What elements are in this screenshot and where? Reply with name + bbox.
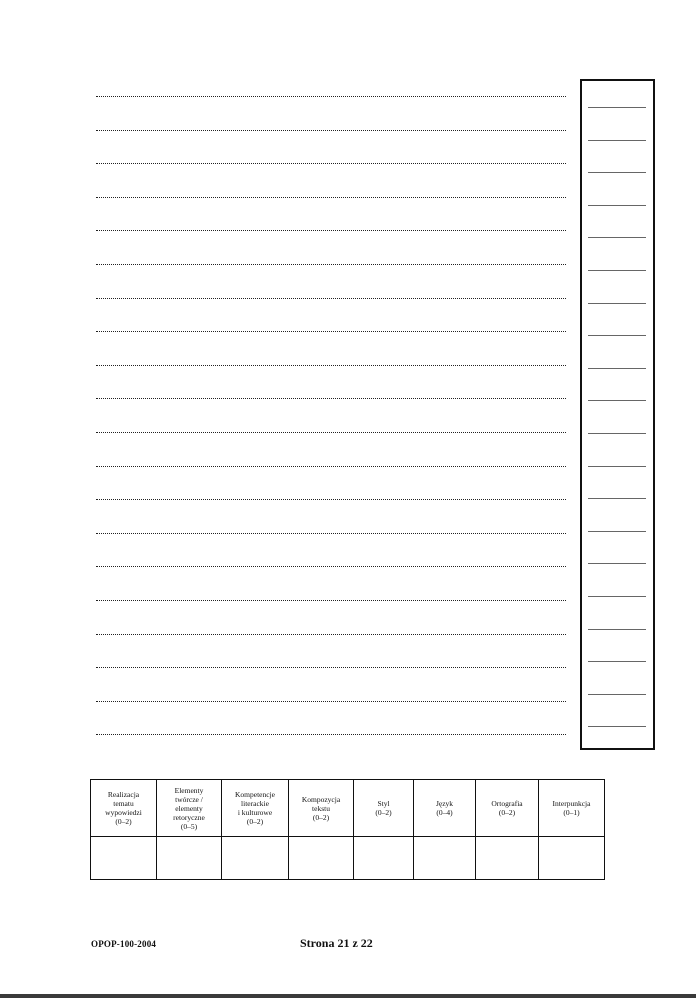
document-code: OPOP-100-2004: [91, 939, 157, 949]
score-table-header-text: retoryczne: [173, 812, 205, 822]
score-table-header-cell: [289, 780, 354, 837]
margin-score-line: [588, 172, 646, 173]
margin-score-line: [588, 303, 646, 304]
score-table-header-text: (0–2): [375, 808, 392, 817]
writing-line[interactable]: [96, 667, 566, 668]
score-input-cell[interactable]: [539, 837, 605, 880]
score-table-header-cell: [354, 780, 414, 837]
score-table-header-text: Elementy: [174, 785, 204, 795]
score-table-header-text: Realizacja: [107, 790, 140, 799]
score-table-header-text: (0–5): [180, 821, 198, 831]
score-input-cell[interactable]: [289, 837, 354, 880]
writing-line[interactable]: [96, 197, 566, 198]
writing-line[interactable]: [96, 130, 566, 131]
score-table-header-cell: [222, 780, 289, 837]
margin-score-line: [588, 466, 646, 467]
writing-line[interactable]: [96, 634, 566, 635]
writing-line[interactable]: [96, 163, 566, 164]
margin-score-line: [588, 433, 646, 434]
writing-line[interactable]: [96, 365, 566, 366]
score-input-cell[interactable]: [414, 837, 476, 880]
score-table-header-text: Kompetencje: [235, 790, 275, 799]
writing-line[interactable]: [96, 398, 566, 399]
margin-score-line: [588, 140, 646, 141]
score-table-header-text: tekstu: [312, 803, 330, 813]
writing-line[interactable]: [96, 600, 566, 601]
score-table-score-row: [91, 837, 605, 880]
score-input-cell[interactable]: [476, 837, 539, 880]
margin-score-line: [588, 629, 646, 630]
score-table-header-text: Interpunkcja: [552, 799, 591, 808]
writing-line[interactable]: [96, 230, 566, 231]
score-input-cell[interactable]: [91, 837, 157, 880]
margin-score-line: [588, 694, 646, 695]
margin-score-line: [588, 596, 646, 597]
writing-line[interactable]: [96, 264, 566, 265]
score-table-header-text: Kompozycja: [301, 794, 341, 804]
score-table-header-cell: [414, 780, 476, 837]
score-table-header-text: elementy: [175, 803, 203, 813]
score-table-header-text: literackie: [241, 799, 269, 808]
score-table-header-text: (0–4): [436, 808, 453, 817]
margin-score-line: [588, 237, 646, 238]
score-input-cell[interactable]: [222, 837, 289, 880]
score-table-header-text: (0–2): [498, 808, 516, 817]
score-table-header-text: tematu: [113, 799, 134, 808]
writing-line[interactable]: [96, 432, 566, 433]
score-table-header-text: (0–2): [246, 817, 264, 826]
writing-line[interactable]: [96, 96, 566, 97]
writing-line[interactable]: [96, 701, 566, 702]
score-table-header-text: (0–2): [312, 812, 330, 822]
margin-score-line: [588, 335, 646, 336]
score-table-header-text: Styl: [377, 799, 390, 808]
score-table-header-cell: [476, 780, 539, 837]
writing-line[interactable]: [96, 499, 566, 500]
margin-score-line: [588, 270, 646, 271]
score-table-header-text: Język: [435, 799, 454, 808]
score-input-cell[interactable]: [354, 837, 414, 880]
bottom-border-bar: [0, 994, 696, 998]
score-table-header-row: [91, 780, 605, 837]
margin-score-line: [588, 400, 646, 401]
writing-line[interactable]: [96, 566, 566, 567]
margin-score-line: [588, 531, 646, 532]
score-table: [90, 779, 605, 880]
margin-score-line: [588, 498, 646, 499]
score-table-header-text: (0–2): [115, 817, 132, 826]
margin-score-line: [588, 661, 646, 662]
margin-score-line: [588, 726, 646, 727]
writing-lines: [96, 96, 566, 768]
margin-score-line: [588, 205, 646, 206]
writing-line[interactable]: [96, 466, 566, 467]
score-input-cell[interactable]: [157, 837, 222, 880]
writing-line[interactable]: [96, 298, 566, 299]
score-table-header-text: (0–1): [563, 808, 580, 817]
score-table-header-cell: [91, 780, 157, 837]
examiner-margin-box: [580, 79, 655, 750]
margin-score-line: [588, 107, 646, 108]
writing-line[interactable]: [96, 533, 566, 534]
score-table-header-text: Ortografia: [491, 799, 523, 808]
score-table-header-text: twórcze /: [175, 794, 203, 804]
margin-score-line: [588, 563, 646, 564]
writing-line[interactable]: [96, 331, 566, 332]
score-table-header-cell: [157, 780, 222, 837]
writing-line[interactable]: [96, 734, 566, 735]
score-table-header-text: wypowiedzi: [105, 808, 142, 817]
score-table-header-text: i kulturowe: [237, 808, 273, 817]
score-table-header-cell: [539, 780, 605, 837]
page-number: Strona 21 z 22: [300, 936, 373, 950]
margin-score-line: [588, 368, 646, 369]
